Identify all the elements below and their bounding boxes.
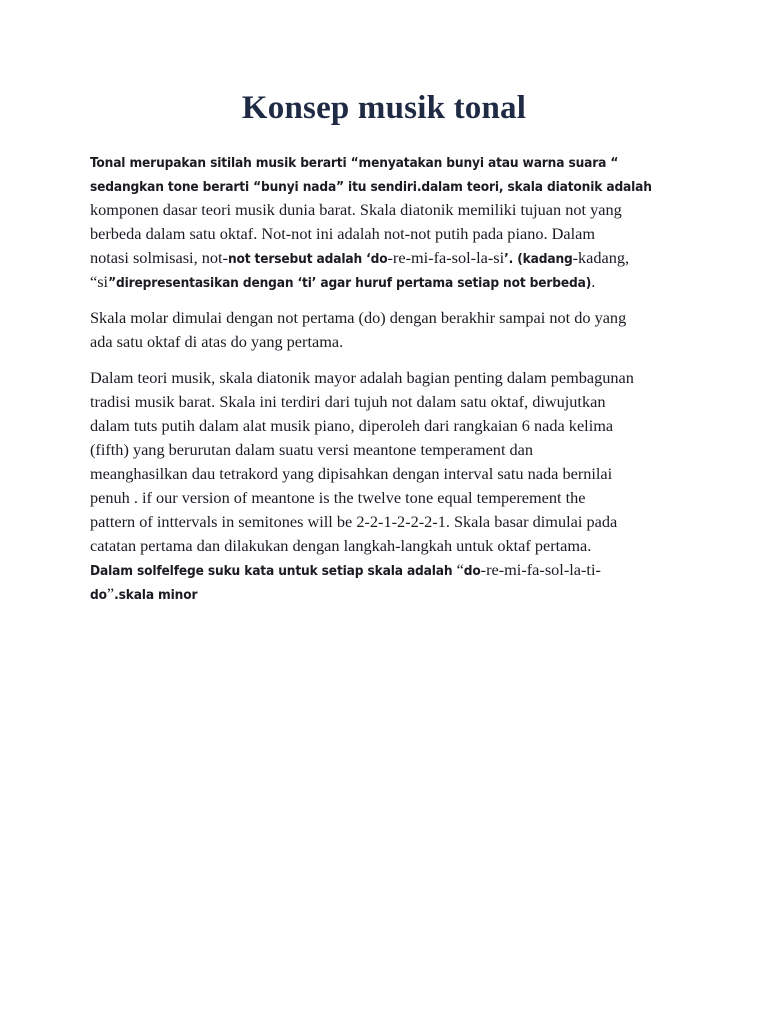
text-run: catatan pertama dan dilakukan dengan langkah-langkah untuk oktaf pertama. [90,536,592,555]
text-line [90,198,690,222]
text-line [90,270,690,294]
bold-text-run: do [463,563,481,579]
text-line [90,438,690,462]
bold-text-run: ”direpresentasikan dengan ‘ti’ agar huruf pertama setiap not berbeda) [108,275,592,291]
text-line [90,246,690,270]
bold-text-run: not tersebut adalah ‘do [227,251,388,267]
text-run: (fifth) yang berurutan dalam suatu versi meantone temperament dan [90,440,534,459]
text-run: notasi solmisasi, not- [90,248,228,267]
bold-text-run: ’. (kadang [504,251,573,267]
text-run: “ [456,560,464,579]
text-line [90,558,690,582]
text-run: -re-mi-fa-sol-la-si [387,248,505,267]
text-line [90,222,690,246]
bold-text-run: do [90,587,107,603]
paragraph-1 [90,150,690,294]
text-run: ada satu oktaf di atas do yang pertama. [90,332,344,351]
text-line [90,150,690,174]
bold-text-run: sedangkan tone berarti “bunyi nada” itu sendiri.dalam teori, skala diatonik adalah [90,179,652,195]
text-run: “si [90,272,109,291]
text-line [90,330,690,354]
text-run: Skala molar dimulai dengan not pertama (do) dengan berakhir sampai not do yang [90,308,627,327]
text-line [90,462,690,486]
text-run: penuh . if our version of meantone is the twelve tone equal temperement the [90,488,586,507]
text-line [90,510,690,534]
text-run: -kadang, [572,248,630,267]
text-run: dalam tuts putih dalam alat musik piano, diperoleh dari rangkaian 6 nada kelima [90,416,614,435]
bold-text-run: Tonal merupakan sitilah musik berarti “menyatakan bunyi atau warna suara “ [90,155,619,171]
text-line [90,390,690,414]
paragraph-3 [90,366,690,606]
text-run: Dalam teori musik, skala diatonik mayor adalah bagian penting dalam pembagunan [90,368,634,387]
bold-text-run: Dalam solfelfege suku kata untuk setiap skala adalah [90,563,457,579]
text-run: -re-mi-fa-sol-la-ti- [480,560,601,579]
text-run: ” [106,584,115,603]
paragraph-2 [90,306,690,354]
text-line [90,582,690,606]
text-line [90,534,690,558]
text-line [90,366,690,390]
text-run: tradisi musik barat. Skala ini terdiri dari tujuh not dalam satu oktaf, diwujutkan [90,392,606,411]
text-run: meanghasilkan dau tetrakord yang dipisahkan dengan interval satu nada bernilai [90,464,613,483]
document-title: Konsep musik tonal [241,90,527,126]
text-run: berbeda dalam satu oktaf. Not-not ini adalah not-not putih pada piano. Dalam [90,224,596,243]
bold-text-run: .skala minor [114,587,198,603]
text-line [90,174,690,198]
text-run: pattern of inttervals in semitones will be 2-2-1-2-2-2-1. Skala basar dimulai pada [90,512,618,531]
text-line [90,306,690,330]
text-run: . [591,272,596,291]
text-run: komponen dasar teori musik dunia barat. Skala diatonik memiliki tujuan not yang [90,200,622,219]
text-line [90,486,690,510]
text-line [90,414,690,438]
